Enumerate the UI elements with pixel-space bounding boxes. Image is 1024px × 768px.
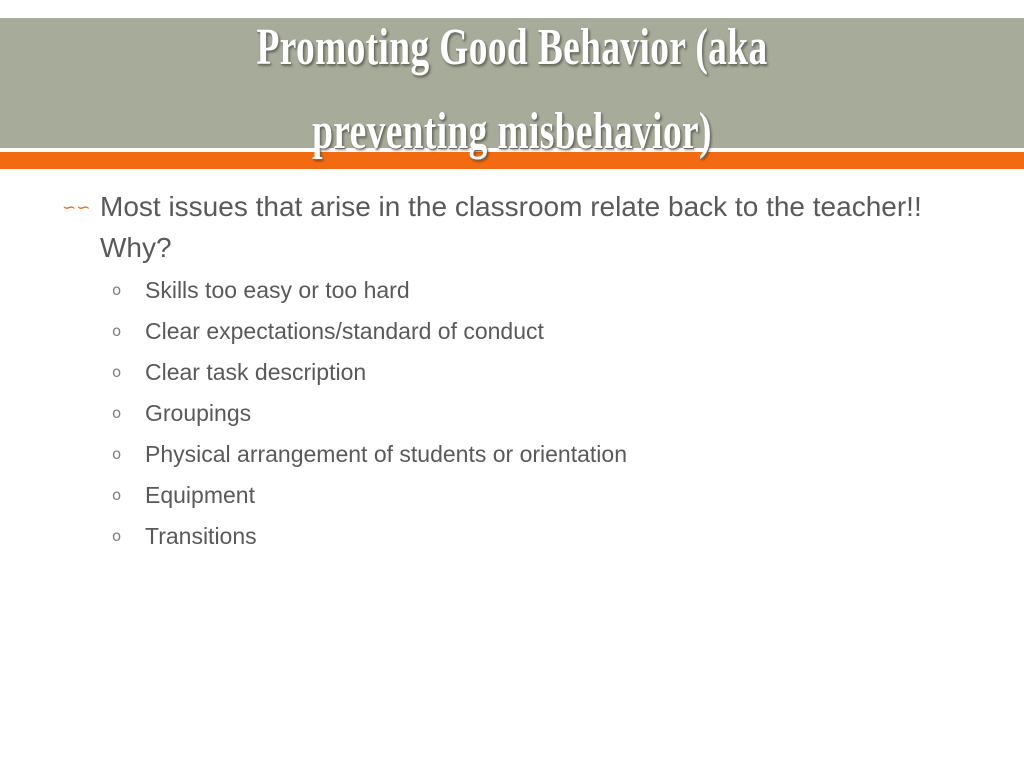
circle-bullet-icon: o — [112, 281, 122, 299]
list-item-text: Skills too easy or too hard — [145, 277, 410, 303]
main-bullet-icon: ∽∽ — [62, 198, 91, 218]
circle-bullet-icon: o — [112, 527, 122, 545]
slide-title: Promoting Good Behavior (aka preventing misbehavior) — [256, 19, 768, 160]
list-item — [0, 434, 1024, 475]
list-item-text: Clear expectations/standard of conduct — [145, 318, 544, 344]
sub-point-list — [0, 270, 1024, 557]
circle-bullet-icon: o — [112, 322, 122, 340]
list-item — [0, 393, 1024, 434]
list-item-text: Transitions — [145, 523, 257, 549]
slide-content — [0, 186, 1024, 557]
list-item — [0, 311, 1024, 352]
circle-bullet-icon: o — [112, 363, 122, 381]
main-point-text: Most issues that arise in the classroom relate back to the teacher!! Why? — [100, 191, 922, 263]
list-item-text: Equipment — [145, 482, 255, 508]
circle-bullet-icon: o — [112, 445, 122, 463]
list-item — [0, 475, 1024, 516]
list-item — [0, 516, 1024, 557]
list-item-text: Physical arrangement of students or orientation — [145, 441, 627, 467]
circle-bullet-icon: o — [112, 486, 122, 504]
main-point — [0, 186, 1024, 268]
list-item — [0, 270, 1024, 311]
list-item — [0, 352, 1024, 393]
circle-bullet-icon: o — [112, 404, 122, 422]
list-item-text: Groupings — [145, 400, 252, 426]
list-item-text: Clear task description — [145, 359, 367, 385]
